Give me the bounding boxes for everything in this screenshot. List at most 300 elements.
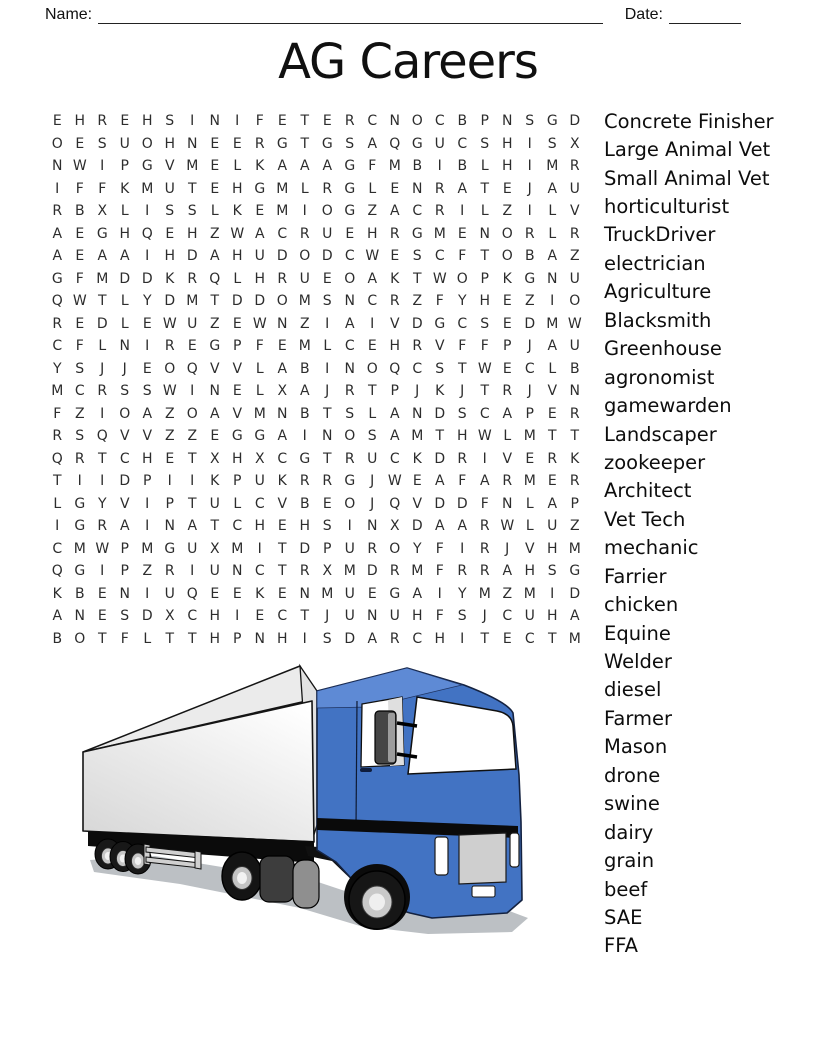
grid-letter: G xyxy=(411,135,423,152)
grid-letter: R xyxy=(389,630,400,647)
grid-letter: L xyxy=(233,495,242,512)
grid-letter: F xyxy=(435,540,444,557)
grid-letter: Z xyxy=(502,203,513,220)
grid-letter: A xyxy=(479,473,490,490)
grid-letter: Z xyxy=(569,518,580,535)
grid-letter: A xyxy=(97,248,108,265)
grid-letter: Z xyxy=(209,315,220,332)
grid-letter: E xyxy=(390,180,400,197)
grid-letter: I xyxy=(190,383,195,400)
grid-letter: J xyxy=(527,383,532,400)
grid-letter: Q xyxy=(389,360,401,377)
grid-letter: E xyxy=(120,113,130,130)
grid-letter: T xyxy=(322,405,332,422)
grid-letter: O xyxy=(186,405,198,422)
grid-letter: W xyxy=(95,540,110,557)
grid-letter: S xyxy=(187,203,197,220)
grid-letter: I xyxy=(100,473,105,490)
grid-letter: I xyxy=(325,315,330,332)
grid-letter: H xyxy=(209,608,221,625)
grid-letter: I xyxy=(190,113,195,130)
grid-letter: E xyxy=(75,248,85,265)
grid-letter: T xyxy=(52,473,62,490)
grid-letter: A xyxy=(457,518,468,535)
grid-letter: I xyxy=(325,360,330,377)
grid-letter: A xyxy=(412,585,423,602)
grid-letter: I xyxy=(527,135,532,152)
word-list-item: Architect xyxy=(604,479,692,503)
grid-letter: O xyxy=(569,293,581,310)
grid-letter: N xyxy=(502,495,513,512)
grid-letter: E xyxy=(547,405,557,422)
grid-letter: N xyxy=(344,293,355,310)
grid-letter: J xyxy=(460,383,465,400)
grid-letter: I xyxy=(460,203,465,220)
word-list-item: Blacksmith xyxy=(604,308,712,332)
grid-letter: H xyxy=(186,225,198,242)
word-list-item: Vet Tech xyxy=(604,507,686,531)
grid-letter: T xyxy=(547,428,557,445)
grid-letter: V xyxy=(569,203,580,220)
word-list-item: Farrier xyxy=(604,564,667,588)
grid-letter: S xyxy=(165,203,175,220)
grid-letter: F xyxy=(75,270,84,287)
grid-letter: O xyxy=(456,270,468,287)
grid-letter: I xyxy=(437,158,442,175)
grid-letter: C xyxy=(479,405,490,422)
grid-letter: S xyxy=(525,113,535,130)
grid-letter: S xyxy=(547,563,557,580)
grid-letter: W xyxy=(387,473,402,490)
grid-letter: U xyxy=(569,270,580,287)
grid-letter: M xyxy=(141,180,154,197)
grid-letter: N xyxy=(479,225,490,242)
grid-letter: S xyxy=(457,405,467,422)
grid-letter: C xyxy=(277,450,288,467)
grid-letter: M xyxy=(388,158,401,175)
grid-letter: H xyxy=(164,248,176,265)
word-list-item: diesel xyxy=(604,678,662,702)
grid-letter: P xyxy=(525,405,534,422)
grid-letter: D xyxy=(276,248,288,265)
grid-letter: K xyxy=(52,585,62,602)
grid-letter: T xyxy=(322,450,332,467)
grid-letter: A xyxy=(367,135,378,152)
grid-letter: Y xyxy=(457,585,467,602)
grid-letter: X xyxy=(389,518,400,535)
grid-letter: N xyxy=(412,180,423,197)
grid-letter: T xyxy=(165,630,175,647)
grid-letter: G xyxy=(51,270,63,287)
grid-letter: I xyxy=(482,450,487,467)
grid-letter: Y xyxy=(142,293,152,310)
grid-letter: C xyxy=(254,495,265,512)
grid-letter: G xyxy=(299,450,311,467)
grid-letter: F xyxy=(98,180,107,197)
grid-letter: U xyxy=(367,450,378,467)
grid-letter: P xyxy=(480,113,489,130)
grid-letter: N xyxy=(389,113,400,130)
grid-letter: Q xyxy=(186,360,198,377)
grid-letter: S xyxy=(120,383,130,400)
grid-letter: Z xyxy=(142,563,153,580)
word-list-item: Large Animal Vet xyxy=(604,138,771,162)
grid-letter: M xyxy=(231,540,244,557)
grid-letter: E xyxy=(277,585,287,602)
grid-letter: C xyxy=(367,293,378,310)
grid-letter: B xyxy=(569,360,580,377)
grid-letter: N xyxy=(254,630,265,647)
grid-letter: D xyxy=(96,315,108,332)
grid-letter: R xyxy=(299,473,310,490)
grid-letter: F xyxy=(480,338,489,355)
grid-letter: M xyxy=(253,405,266,422)
grid-letter: I xyxy=(100,158,105,175)
grid-letter: M xyxy=(141,540,154,557)
grid-letter: G xyxy=(411,225,423,242)
grid-letter: R xyxy=(569,473,580,490)
grid-letter: A xyxy=(299,383,310,400)
grid-letter: Z xyxy=(502,585,513,602)
grid-letter: H xyxy=(389,338,401,355)
grid-letter: T xyxy=(300,608,310,625)
grid-letter: G xyxy=(344,180,356,197)
grid-letter: E xyxy=(75,315,85,332)
grid-letter: F xyxy=(368,158,377,175)
grid-letter: L xyxy=(548,225,557,242)
grid-letter: S xyxy=(142,383,152,400)
grid-letter: E xyxy=(210,585,220,602)
grid-letter: D xyxy=(569,113,581,130)
grid-letter: O xyxy=(321,203,333,220)
grid-letter: D xyxy=(366,563,378,580)
grid-letter: C xyxy=(524,360,535,377)
grid-letter: T xyxy=(300,113,310,130)
grid-letter: Z xyxy=(299,315,310,332)
grid-letter: E xyxy=(547,473,557,490)
grid-letter: H xyxy=(546,608,558,625)
grid-letter: E xyxy=(345,225,355,242)
grid-letter: S xyxy=(435,360,445,377)
grid-letter: T xyxy=(457,360,467,377)
grid-letter: U xyxy=(254,248,265,265)
grid-letter: C xyxy=(434,113,445,130)
grid-letter: P xyxy=(570,495,579,512)
grid-letter: X xyxy=(254,450,265,467)
grid-letter: F xyxy=(53,405,62,422)
grid-letter: I xyxy=(257,540,262,557)
grid-letter: H xyxy=(411,608,423,625)
grid-letter: Z xyxy=(524,293,535,310)
grid-letter: H xyxy=(276,630,288,647)
grid-letter: G xyxy=(254,180,266,197)
grid-letter: A xyxy=(457,180,468,197)
word-list-item: Equine xyxy=(604,621,671,645)
grid-letter: W xyxy=(72,158,87,175)
grid-letter: V xyxy=(232,405,243,422)
grid-letter: T xyxy=(210,293,220,310)
grid-letter: E xyxy=(277,338,287,355)
grid-letter: T xyxy=(480,248,490,265)
grid-letter: O xyxy=(366,360,378,377)
grid-letter: M xyxy=(51,383,64,400)
grid-letter: M xyxy=(276,180,289,197)
grid-letter: G xyxy=(389,585,401,602)
grid-letter: H xyxy=(231,450,243,467)
grid-letter: Q xyxy=(389,495,401,512)
grid-letter: O xyxy=(501,225,513,242)
grid-letter: O xyxy=(344,428,356,445)
grid-letter: T xyxy=(187,180,197,197)
grid-letter: A xyxy=(502,563,513,580)
grid-letter: Y xyxy=(52,360,62,377)
grid-letter: C xyxy=(412,360,423,377)
grid-letter: E xyxy=(502,180,512,197)
grid-letter: P xyxy=(120,540,129,557)
grid-letter: T xyxy=(367,383,377,400)
grid-letter: Q xyxy=(51,293,63,310)
grid-letter: A xyxy=(119,248,130,265)
grid-letter: K xyxy=(570,450,580,467)
grid-letter: T xyxy=(97,450,107,467)
word-search-grid xyxy=(46,110,586,650)
grid-letter: A xyxy=(209,405,220,422)
grid-letter: Q xyxy=(186,585,198,602)
grid-letter: B xyxy=(524,248,535,265)
grid-letter: H xyxy=(501,158,513,175)
grid-letter: I xyxy=(190,473,195,490)
grid-letter: Y xyxy=(97,495,107,512)
grid-letter: D xyxy=(456,495,468,512)
grid-letter: V xyxy=(524,540,535,557)
grid-letter: A xyxy=(187,518,198,535)
grid-letter: A xyxy=(389,428,400,445)
grid-letter: S xyxy=(547,135,557,152)
grid-letter: H xyxy=(254,270,266,287)
grid-letter: M xyxy=(568,540,581,557)
grid-letter: H xyxy=(119,225,131,242)
word-list-item: beef xyxy=(604,877,648,901)
word-list-item: Welder xyxy=(604,650,672,674)
grid-letter: M xyxy=(523,428,536,445)
grid-letter: R xyxy=(344,450,355,467)
grid-letter: U xyxy=(119,135,130,152)
grid-letter: B xyxy=(457,158,468,175)
grid-letter: Z xyxy=(187,428,198,445)
name-label: Name: xyxy=(45,6,93,23)
grid-letter: S xyxy=(345,405,355,422)
grid-letter: U xyxy=(547,518,558,535)
grid-letter: S xyxy=(75,428,85,445)
grid-letter: E xyxy=(97,608,107,625)
grid-letter: O xyxy=(411,113,423,130)
grid-letter: C xyxy=(434,248,445,265)
worksheet-header xyxy=(45,5,741,24)
grid-letter: L xyxy=(480,203,489,220)
grid-letter: A xyxy=(277,158,288,175)
grid-letter: D xyxy=(524,315,536,332)
grid-letter: P xyxy=(480,270,489,287)
grid-letter: N xyxy=(367,518,378,535)
grid-letter: Z xyxy=(164,428,175,445)
grid-letter: H xyxy=(141,113,153,130)
grid-letter: I xyxy=(527,158,532,175)
grid-letter: A xyxy=(322,158,333,175)
grid-letter: A xyxy=(254,225,265,242)
grid-letter: I xyxy=(190,563,195,580)
grid-letter: W xyxy=(72,293,87,310)
grid-letter: U xyxy=(187,540,198,557)
grid-letter: U xyxy=(209,563,220,580)
grid-letter: C xyxy=(344,248,355,265)
grid-letter: H xyxy=(434,630,446,647)
grid-letter: T xyxy=(547,630,557,647)
grid-letter: E xyxy=(457,225,467,242)
grid-letter: G xyxy=(96,225,108,242)
grid-letter: A xyxy=(367,630,378,647)
front-wheel xyxy=(344,864,410,930)
grid-letter: T xyxy=(210,518,220,535)
grid-letter: S xyxy=(75,360,85,377)
grid-letter: R xyxy=(277,270,288,287)
grid-letter: G xyxy=(74,495,86,512)
grid-letter: R xyxy=(97,113,108,130)
grid-letter: F xyxy=(480,495,489,512)
grid-letter: L xyxy=(368,180,377,197)
grid-letter: Q xyxy=(51,563,63,580)
grid-letter: N xyxy=(299,585,310,602)
grid-letter: I xyxy=(145,338,150,355)
grid-letter: R xyxy=(434,203,445,220)
grid-letter: M xyxy=(343,563,356,580)
grid-letter: U xyxy=(344,608,355,625)
grid-letter: E xyxy=(367,338,377,355)
grid-letter: H xyxy=(141,450,153,467)
grid-letter: E xyxy=(502,630,512,647)
grid-letter: F xyxy=(75,338,84,355)
grid-letter: E xyxy=(75,135,85,152)
grid-letter: L xyxy=(255,360,264,377)
grid-letter: V xyxy=(412,495,423,512)
grid-letter: I xyxy=(370,315,375,332)
grid-letter: E xyxy=(277,518,287,535)
grid-letter: N xyxy=(209,383,220,400)
grid-letter: W xyxy=(252,315,267,332)
grid-letter: D xyxy=(254,293,266,310)
grid-letter: I xyxy=(145,203,150,220)
grid-letter: S xyxy=(97,135,107,152)
grid-letter: D xyxy=(569,585,581,602)
word-list-item: Concrete Finisher xyxy=(604,109,774,133)
grid-letter: R xyxy=(299,225,310,242)
grid-letter: L xyxy=(98,338,107,355)
grid-letter: L xyxy=(53,495,62,512)
grid-letter: Q xyxy=(209,270,221,287)
grid-letter: V xyxy=(119,495,130,512)
grid-letter: R xyxy=(569,225,580,242)
grid-letter: U xyxy=(164,180,175,197)
grid-letter: P xyxy=(165,495,174,512)
grid-letter: F xyxy=(435,563,444,580)
grid-letter: E xyxy=(525,450,535,467)
grid-letter: V xyxy=(142,428,153,445)
grid-letter: R xyxy=(97,383,108,400)
grid-letter: H xyxy=(546,540,558,557)
grid-letter: J xyxy=(370,473,375,490)
grid-letter: U xyxy=(299,270,310,287)
grid-letter: R xyxy=(52,203,63,220)
grid-letter: B xyxy=(299,360,310,377)
grid-letter: K xyxy=(255,158,265,175)
grid-letter: H xyxy=(231,180,243,197)
grid-letter: W xyxy=(567,315,582,332)
grid-letter: I xyxy=(302,428,307,445)
grid-letter: I xyxy=(145,518,150,535)
grid-letter: P xyxy=(233,338,242,355)
word-list-item: SAE xyxy=(604,905,643,929)
grid-letter: M xyxy=(546,158,559,175)
grid-letter: L xyxy=(120,293,129,310)
grid-letter: D xyxy=(299,540,311,557)
grid-letter: J xyxy=(505,540,510,557)
grid-letter: P xyxy=(503,338,512,355)
grid-letter: C xyxy=(412,630,423,647)
grid-letter: U xyxy=(322,225,333,242)
grid-letter: P xyxy=(233,473,242,490)
grid-letter: T xyxy=(97,293,107,310)
word-list-item: chicken xyxy=(604,593,679,617)
date-label: Date: xyxy=(624,6,663,23)
grid-letter: I xyxy=(167,473,172,490)
grid-letter: B xyxy=(52,630,63,647)
grid-letter: C xyxy=(502,608,513,625)
grid-letter: S xyxy=(120,608,130,625)
grid-letter: Z xyxy=(569,248,580,265)
grid-letter: C xyxy=(52,540,63,557)
grid-letter: R xyxy=(97,518,108,535)
grid-letter: M xyxy=(321,585,334,602)
grid-letter: W xyxy=(500,518,515,535)
grid-letter: F xyxy=(458,248,467,265)
grid-letter: F xyxy=(458,338,467,355)
grid-letter: I xyxy=(235,113,240,130)
grid-letter: L xyxy=(120,315,129,332)
grid-letter: A xyxy=(52,225,63,242)
grid-letter: C xyxy=(187,608,198,625)
grid-letter: D xyxy=(186,248,198,265)
word-list-item: Farmer xyxy=(604,706,673,730)
grid-letter: K xyxy=(210,473,220,490)
grid-letter: N xyxy=(502,113,513,130)
grid-letter: M xyxy=(568,630,581,647)
grid-letter: C xyxy=(52,338,63,355)
grid-letter: E xyxy=(210,428,220,445)
grid-letter: N xyxy=(322,428,333,445)
grid-letter: U xyxy=(344,540,355,557)
grid-letter: B xyxy=(299,495,310,512)
grid-letter: Z xyxy=(164,405,175,422)
grid-letter: B xyxy=(457,113,468,130)
grid-letter: C xyxy=(277,225,288,242)
word-list-item: drone xyxy=(604,763,661,787)
grid-letter: S xyxy=(480,315,490,332)
grid-letter: R xyxy=(389,293,400,310)
grid-letter: X xyxy=(97,203,108,220)
grid-letter: C xyxy=(457,315,468,332)
grid-letter: R xyxy=(187,270,198,287)
grid-letter: D xyxy=(411,315,423,332)
grid-letter: G xyxy=(141,158,153,175)
